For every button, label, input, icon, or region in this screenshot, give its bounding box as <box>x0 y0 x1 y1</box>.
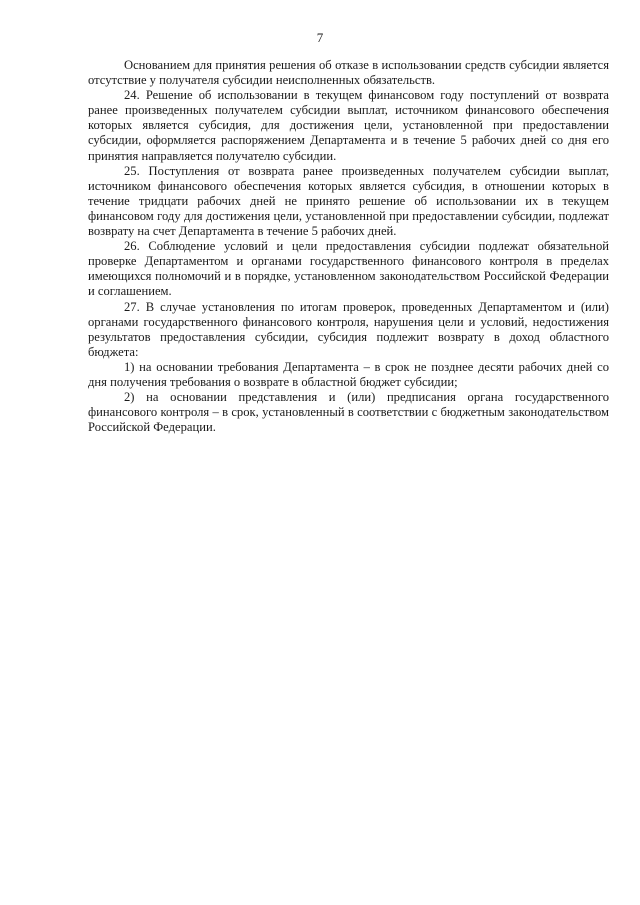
paragraph-24: 24. Решение об использовании в текущем финансовом году поступлений от возврата ранее произведенных получателем субсидии выплат, источником финансового обеспечения которых является субсидия, для достижения цели, установленной при предоставлении субсидии, оформляется распоряжением Департамента и в течение 5 рабочих дней со дня его принятия направляется получателю субсидии. <box>88 88 609 163</box>
document-body <box>88 58 609 435</box>
paragraph-25: 25. Поступления от возврата ранее произведенных получателем субсидии выплат, источником финансового обеспечения которых является субсидия, в отношении которых в течение тридцати рабочих дней не принято решение об использовании их в текущем финансовом году для достижения цели, установленной при предоставлении субсидии, подлежат возврату на счет Департамента в течение 5 рабочих дней. <box>88 163 609 239</box>
page-number: 7 <box>316 30 324 45</box>
paragraph-27-item-2: 2) на основании представления и (или) предписания органа государственного финансового контроля – в срок, установленный в соответствии с бюджетным законодательством Российской Федерации. <box>88 390 609 435</box>
paragraph-26: 26. Соблюдение условий и цели предоставления субсидии подлежат обязательной проверке Департаментом и органами государственного финансового контроля в пределах имеющихся полномочий и в порядке, установленном законодательством Российской Федерации и соглашением. <box>88 239 609 299</box>
paragraph-27: 27. В случае установления по итогам проверок, проведенных Департаментом и (или) органами государственного финансового контроля, нарушения цели и условий, недостижения результатов предоставления субсидии, субсидия подлежит возврату в доход областного бюджета: <box>88 299 609 359</box>
paragraph-27-item-1: 1) на основании требования Департамента – в срок не позднее десяти рабочих дней со дня получения требования о возврате в областной бюджет субсидии; <box>88 359 609 389</box>
paragraph-refusal-basis: Основанием для принятия решения об отказе в использовании средств субсидии является отсутствие у получателя субсидии неисполненных обязательств. <box>88 58 609 88</box>
